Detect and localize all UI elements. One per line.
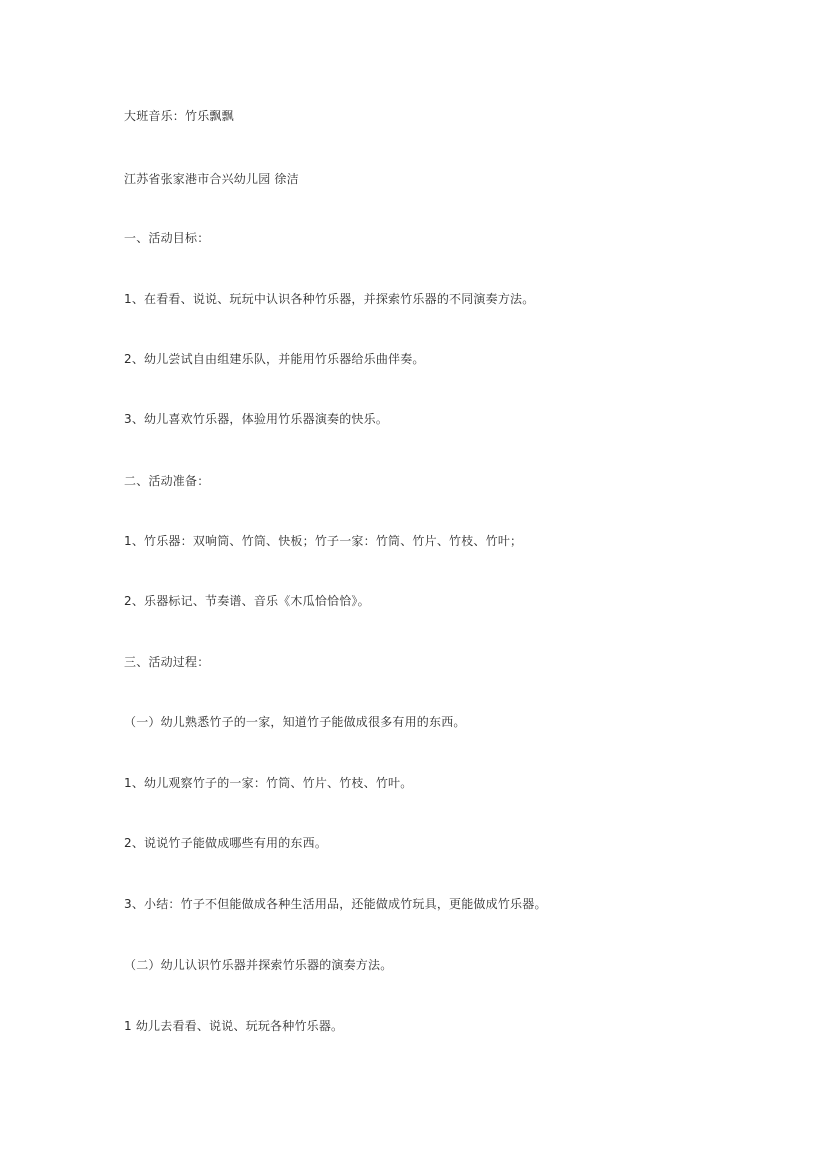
document-author: 江苏省张家港市合兴幼儿园 徐洁 bbox=[124, 172, 299, 186]
process-item-4: 1 幼儿去看看、说说、玩玩各种竹乐器。 bbox=[124, 1019, 344, 1033]
goal-item-3: 3、幼儿喜欢竹乐器，体验用竹乐器演奏的快乐。 bbox=[124, 412, 389, 426]
process-item-2: 2、说说竹子能做成哪些有用的东西。 bbox=[124, 836, 328, 850]
section-heading-process: 三、活动过程： bbox=[124, 655, 210, 669]
goal-item-1: 1、在看看、说说、玩玩中认识各种竹乐器，并探索竹乐器的不同演奏方法。 bbox=[124, 292, 535, 306]
document-title: 大班音乐：竹乐飘飘 bbox=[124, 109, 234, 123]
preparation-item-2: 2、乐器标记、节奏谱、音乐《木瓜恰恰恰》。 bbox=[124, 594, 370, 608]
section-heading-goals: 一、活动目标： bbox=[124, 231, 210, 245]
process-item-3: 3、小结：竹子不但能做成各种生活用品，还能做成竹玩具，更能做成竹乐器。 bbox=[124, 897, 547, 911]
preparation-item-1: 1、竹乐器：双响筒、竹筒、快板；竹子一家：竹筒、竹片、竹枝、竹叶； bbox=[124, 534, 523, 548]
process-subsection-2: （二）幼儿认识竹乐器并探索竹乐器的演奏方法。 bbox=[124, 958, 393, 972]
process-item-1: 1、幼儿观察竹子的一家：竹筒、竹片、竹枝、竹叶。 bbox=[124, 776, 413, 790]
section-heading-preparation: 二、活动准备： bbox=[124, 474, 210, 488]
process-subsection-1: （一）幼儿熟悉竹子的一家，知道竹子能做成很多有用的东西。 bbox=[124, 715, 466, 729]
goal-item-2: 2、幼儿尝试自由组建乐队，并能用竹乐器给乐曲伴奏。 bbox=[124, 352, 425, 366]
